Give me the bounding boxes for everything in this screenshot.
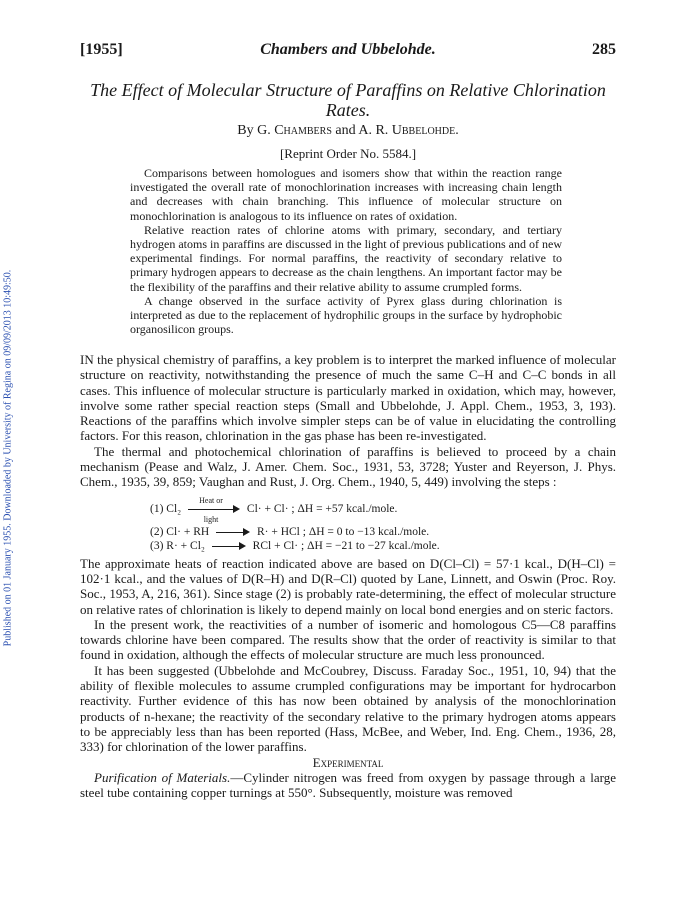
body-paragraph: IN the physical chemistry of paraffins, a key problem is to interpret the marked influence of molecular structure on reactivity, notwithstanding the presence of much the same C–H and C–C bonds in all cases. This influence of molecular structure is particularly marked in oxidation, which may, however, involve some rather special reaction steps (Small and Ubbelohde, J. Appl. Chem., 1953, 3, 193). Reactions of the paraffins which involve simpler steps can be of value in elucidating the controlling factors. For this reason, chlorination in the gas phase has been re-investigated. (80, 352, 616, 444)
reprint-order: [Reprint Order No. 5584.] (279, 146, 417, 161)
header-page-number: 285 (592, 41, 616, 58)
header-running-title: Chambers and Ubbelohde. (260, 41, 436, 58)
byline-suffix: . (455, 123, 459, 138)
author-ubbelohde: Ubbelohde (391, 123, 456, 138)
header-year: [1955] (80, 41, 123, 58)
reaction-arrow-icon (216, 527, 250, 537)
step-products: Cl· + Cl· ; (246, 502, 295, 515)
byline (80, 123, 616, 139)
body-paragraph: The thermal and photochemical chlorination of paraffins is believed to proceed by a chain mechanism (Pease and Walz, J. Amer. Chem. Soc., 1931, 53, 3728; Yuster and Reyerson, J. Phys. Chem., 1935, 39, 859; Vaughan and Rust, J. Org. Chem., 1940, 5, 449) involving the steps : (80, 443, 616, 490)
byline-conjunction: and A. R. (331, 123, 392, 138)
subsection-text: —Cylinder nitrogen was freed from oxygen by passage through a large steel tube containing copper turnings at 550°. Subsequently, moisture was removed (80, 769, 616, 801)
reaction-step (150, 539, 616, 553)
article-body (80, 352, 616, 800)
author-chambers: Chambers (274, 123, 332, 138)
step-number: (3) (150, 539, 164, 552)
step-number: (2) (150, 525, 164, 538)
step-enthalpy: ΔH = +57 kcal./mole. (297, 502, 398, 515)
body-paragraph (80, 770, 616, 801)
abstract (130, 166, 562, 336)
abstract-paragraph: Comparisons between homologues and isomers show that within the reaction range investigated the overall rate of monochlorination increases with increasing chain length and decreases with chain branching. This influence of molecular structure on monochlorination is analogous to its influence on rates of oxidation. (130, 166, 562, 223)
step-enthalpy: ΔH = 0 to −13 kcal./mole. (308, 525, 430, 538)
step-reactants: R· + Cl₂ (166, 539, 205, 552)
reaction-arrow-icon (188, 496, 240, 525)
reaction-step (150, 525, 616, 539)
abstract-paragraph: Relative reaction rates of chlorine atoms with primary, secondary, and tertiary hydrogen atoms in paraffins are discussed in the light of previous publications and of new experimental findings. For normal paraffins, the reactivity of secondary relative to primary hydrogen appears to decrease as the chain lengthens. An important factor may be the flexibility of the paraffins and their relative ability to assume crumpled forms. (130, 222, 562, 294)
arrow-label-above: Heat or (199, 496, 223, 506)
article-title: The Effect of Molecular Structure of Paraffins on Relative Chlorination Rates. (90, 80, 606, 120)
step-products: R· + HCl ; (256, 525, 306, 538)
body-paragraph: The approximate heats of reaction indicated above are based on D(Cl–Cl) = 57·1 kcal., D(H–Cl) = 102·1 kcal., and the values of D(R–H) and D(R–Cl) quoted by Lane, Linnett, and Oswin (Proc. Roy. Soc., 1953, A, 216, 361). Since stage (2) is probably rate-determining, the effect of molecular structure on relative rates of chlorination is likely to depend mainly on local bond energies and on steric factors. (80, 555, 616, 617)
arrow-label-below: light (203, 515, 219, 525)
step-products: RCl + Cl· ; (252, 539, 305, 552)
download-watermark-text: Published on 01 January 1955. Downloaded by University of Regina on 09/09/2013 10:49:50. (2, 269, 14, 647)
download-watermark (0, 128, 18, 788)
step-reactants: Cl₂ (166, 502, 182, 515)
abstract-paragraph: A change observed in the surface activity of Pyrex glass during chlorination is interpreted as due to the replacement of hydrophilic groups in the surface by hydrophobic organosilicon groups. (130, 293, 562, 337)
reaction-step (150, 493, 616, 525)
step-enthalpy: ΔH = −21 to −27 kcal./mole. (307, 539, 440, 552)
step-number: (1) (150, 502, 164, 515)
body-paragraph: It has been suggested (Ubbelohde and McCoubrey, Discuss. Faraday Soc., 1951, 10, 94) that the ability of flexible molecules to assume crumpled configurations may be important for hydrocarbon reactivity. Further evidence of this has now been obtained by analysis of the monochlorination products of n-hexane; the reactivity of the secondary relative to the primary hydrogen atoms appears to be appreciably less than has been reported (Hass, McBee, and Weber, Ind. Eng. Chem., 1936, 28, 333) for chlorination of the lower paraffins. (80, 662, 616, 755)
running-header (80, 41, 616, 61)
reaction-steps (150, 493, 616, 553)
step-reactants: Cl· + RH (166, 525, 210, 538)
subsection-label: Purification of Materials. (94, 769, 231, 785)
byline-prefix: By G. (237, 123, 275, 138)
section-heading: Experimental (312, 754, 384, 770)
body-paragraph: In the present work, the reactivities of a number of isomeric and homologous C5—C8 paraffins towards chlorine have been compared. The results show that the order of reactivity is similar to that found in oxidation, although the effects of molecular structure are much less pronounced. (80, 616, 616, 663)
reaction-arrow-icon (212, 541, 246, 551)
